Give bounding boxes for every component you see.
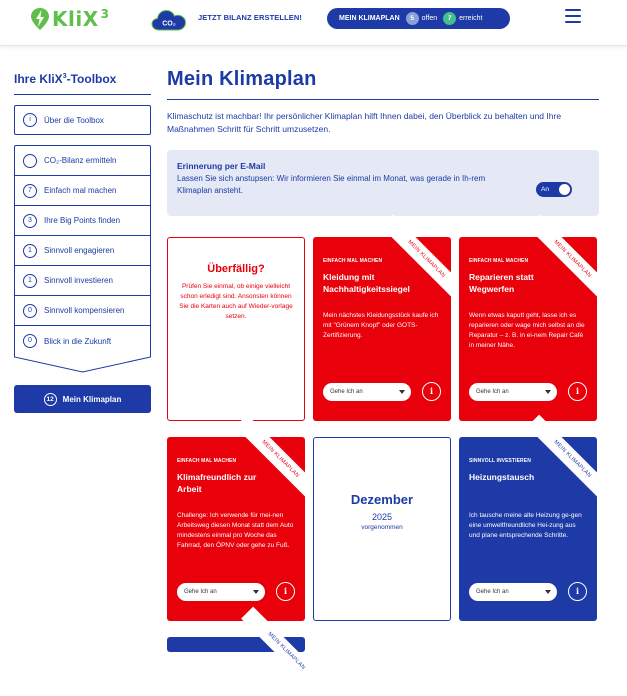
sidebar-item-zukunft[interactable]	[15, 326, 150, 356]
step-count-badge: 7	[23, 184, 37, 198]
overdue-title: Überfällig?	[207, 263, 265, 275]
chevron-down-icon	[545, 390, 551, 394]
measure-card[interactable]	[167, 437, 305, 621]
cta-label: Mein Klimaplan	[62, 394, 122, 404]
email-reminder-box	[167, 150, 599, 216]
sidebar-item-engagieren[interactable]	[15, 236, 150, 266]
card-text: Challenge: Ich verwende für mei-nen Arbeitsweg diesen Monat statt dem Auto mindestens einmal pro Woche das Fahrrad, den ÖPNV oder gehe zu Fuß.	[177, 512, 294, 549]
card-category: EINFACH MAL MACHEN	[469, 258, 529, 264]
open-count-badge: 5	[406, 12, 419, 25]
toolbox-sidebar	[14, 72, 151, 413]
month-card	[313, 437, 451, 621]
card-text: Ich tausche meine alte Heizung ge-gen eine umweltfreundliche Hei-zung aus und plane entsprechende Schritte.	[469, 512, 582, 539]
chevron-down-icon	[253, 590, 259, 594]
status-select[interactable]: Gehe Ich an	[469, 383, 557, 401]
info-icon: i	[23, 113, 37, 127]
sidebar-item-label: Über die Toolbox	[44, 115, 104, 125]
step-count-badge: 0	[23, 304, 37, 318]
sidebar-item-label: Sinnvoll investieren	[44, 276, 113, 285]
klimaplan-ribbon: MEIN KLIMAPLAN	[381, 215, 471, 305]
klimaplan-ribbon: MEIN KLIMAPLAN	[241, 607, 331, 696]
month-year: 2025	[371, 512, 393, 522]
step-count-badge: 1	[23, 274, 37, 288]
logo-text: KliX $^3$	[52, 7, 110, 31]
measure-card[interactable]	[459, 237, 597, 421]
sidebar-item-kompensieren[interactable]	[15, 296, 150, 326]
info-icon[interactable]: i	[568, 382, 587, 401]
co2-cloud-icon[interactable]	[151, 8, 187, 32]
sidebar-item-einfach-mal-machen[interactable]	[15, 176, 150, 206]
step-count-badge: 1	[23, 244, 37, 258]
step-count-badge: 3	[23, 214, 37, 228]
bilanz-erstellen-link[interactable]: JETZT BILANZ ERSTELLEN!	[198, 13, 302, 22]
open-label: offen	[421, 15, 438, 22]
chevron-down-icon	[399, 390, 405, 394]
location-pin-icon	[30, 7, 50, 31]
status-select[interactable]: Gehe Ich an	[323, 383, 411, 401]
status-select[interactable]: Gehe Ich an	[177, 583, 265, 601]
toggle-label: An	[541, 186, 549, 193]
klimaplan-card-grid	[167, 237, 599, 672]
measure-card[interactable]	[459, 437, 597, 621]
step-count-badge: 0	[23, 334, 37, 348]
status-select[interactable]: Gehe Ich an	[469, 583, 557, 601]
klimaplan-ribbon: MEIN KLIMAPLAN	[527, 415, 617, 505]
card-category: EINFACH MAL MACHEN	[177, 458, 237, 464]
sidebar-step-list	[14, 145, 151, 356]
sidebar-item-label: Blick in die Zukunft	[44, 336, 112, 346]
overdue-card	[167, 237, 305, 421]
sidebar-item-about[interactable]	[14, 105, 151, 135]
card-category: EINFACH MAL MACHEN	[323, 258, 383, 264]
page-title: Mein Klimaplan	[167, 68, 599, 100]
klimaplan-pill-label: MEIN KLIMAPLAN	[339, 15, 400, 22]
mein-klimaplan-pill[interactable]	[327, 8, 510, 29]
measure-card[interactable]	[167, 631, 307, 672]
card-text: Mein nächstes Kleidungsstück kaufe ich mit "Grünem Knopf" oder GOTS-Zertifizierung.	[323, 312, 439, 339]
sidebar-title: Ihre KliX$^3$-Toolbox	[14, 72, 151, 95]
sidebar-item-label: CO₂-Bilanz ermitteln	[44, 156, 117, 165]
month-subtitle: vorgenommen	[361, 524, 403, 531]
klimaplan-count-badge: 12	[44, 393, 57, 406]
sidebar-item-label: Sinnvoll kompensieren	[44, 306, 125, 315]
step-count-badge	[23, 154, 37, 168]
top-navigation-bar	[0, 0, 627, 46]
chevron-down-icon	[545, 590, 551, 594]
info-icon[interactable]: i	[568, 582, 587, 601]
overdue-text: Prüfen Sie einmal, ob einige vielleicht schon erledigt sind. Ansonsten können Sie die Karten auch auf Wieder-vorlage setzen.	[179, 283, 293, 320]
card-category: SINNVOLL INVESTIEREN	[469, 458, 531, 464]
sidebar-item-label: Ihre Big Points finden	[44, 216, 121, 225]
info-icon[interactable]: i	[422, 382, 441, 401]
co2-label: CO₂	[162, 20, 176, 28]
toggle-knob	[559, 184, 570, 195]
reminder-text: Lassen Sie sich anstupsen: Wir informieren Sie einmal im Monat, was gerade in Ih-rem Klimaplan ansteht.	[177, 174, 486, 195]
sidebar-item-label: Sinnvoll engagieren	[44, 246, 115, 255]
card-text: Wenn etwas kaputt geht, lasse ich es reparieren oder wage mich selbst an die Reparatur – z. B. in ei-nem Repair Café in meiner Nähe.	[469, 312, 585, 349]
reminder-title: Erinnerung per E-Mail	[177, 161, 266, 171]
intro-text: Klimaschutz ist machbar! Ihr persönlicher Klimaplan hilft Ihnen dabei, den Überblick zu behalten und Ihre Maßnahmen Schritt für Schritt umzusetzen.	[167, 111, 562, 134]
sidebar-item-label: Einfach mal machen	[44, 186, 117, 195]
klix-logo[interactable]	[30, 6, 110, 32]
done-count-badge: 7	[443, 12, 456, 25]
month-title: Dezember	[350, 492, 414, 507]
reminder-toggle[interactable]	[536, 182, 572, 197]
sidebar-item-co2-bilanz[interactable]	[15, 146, 150, 176]
card-title: Heizungstausch	[469, 472, 535, 482]
sidebar-item-investieren[interactable]	[15, 266, 150, 296]
card-title: Klimafreundlich zur Arbeit	[177, 472, 257, 494]
mein-klimaplan-button[interactable]	[14, 385, 151, 413]
hamburger-menu-icon[interactable]	[565, 9, 581, 23]
card-title: Reparieren statt Wegwerfen	[469, 272, 534, 294]
klimaplan-ribbon: MEIN KLIMAPLAN	[235, 415, 325, 505]
done-label: erreicht	[459, 15, 483, 22]
info-icon[interactable]: i	[276, 582, 295, 601]
step-list-arrow-icon	[14, 355, 151, 373]
main-content	[167, 68, 599, 216]
sidebar-item-big-points[interactable]	[15, 206, 150, 236]
card-title: Kleidung mit Nachhaltigkeitssiegel	[323, 272, 410, 294]
measure-card[interactable]	[313, 237, 451, 421]
klimaplan-ribbon: MEIN KLIMAPLAN	[527, 215, 617, 305]
